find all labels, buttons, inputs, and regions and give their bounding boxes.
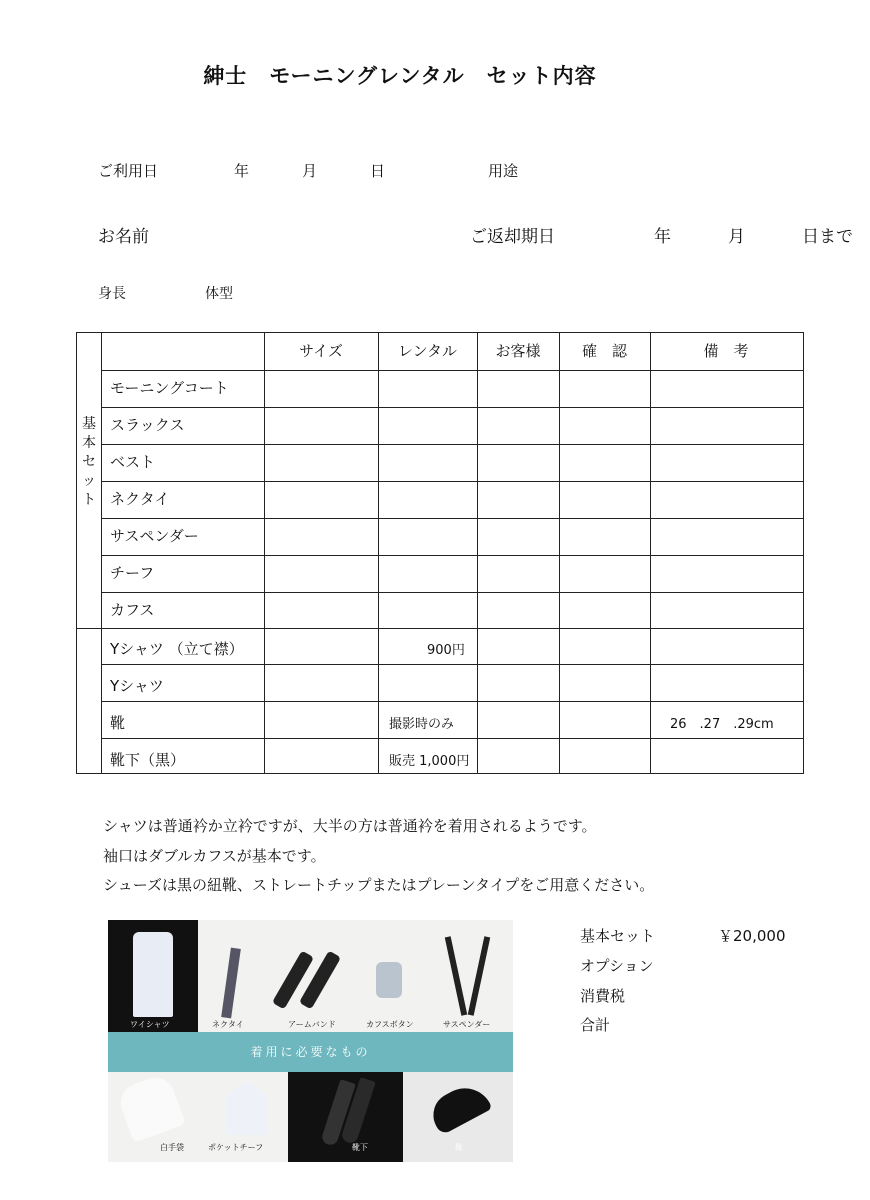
header-size: サイズ xyxy=(299,342,343,360)
return-month-label: 月 xyxy=(728,227,745,247)
item-suspenders: サスペンダー xyxy=(110,527,199,545)
item-shoes: 靴 xyxy=(110,714,126,732)
note-shoes: シューズは黒の紐靴、ストレートチップまたはプレーンタイプをご用意ください。 xyxy=(103,876,655,894)
rental-table xyxy=(76,332,804,774)
item-vest: ベスト xyxy=(110,453,156,471)
remarks-shoes: 26 .27 .29cm xyxy=(670,717,774,732)
basic-set-price: ￥20,000 xyxy=(718,927,786,945)
item-wing-collar-shirt: Yシャツ （立て襟） xyxy=(110,640,244,658)
item-socks: 靴下（黒） xyxy=(110,751,186,769)
body-type-label: 体型 xyxy=(205,286,233,302)
required-items-band: 着用に必要なもの xyxy=(108,1032,513,1072)
item-cuffs: カフス xyxy=(110,601,155,619)
return-date-label: ご返却期日 xyxy=(470,227,555,247)
page-title: 紳士 モーニングレンタル セット内容 xyxy=(203,64,597,88)
suspenders-icon xyxy=(445,936,468,1015)
header-rental: レンタル xyxy=(397,342,458,360)
use-date-label: ご利用日 xyxy=(98,162,159,180)
rental-socks: 販売 1,000円 xyxy=(389,754,470,769)
rental-shoes: 撮影時のみ xyxy=(389,717,455,732)
cufflinks-icon xyxy=(376,962,402,998)
necktie-icon xyxy=(221,948,241,1019)
return-until-label: 日まで xyxy=(802,227,853,247)
purpose-label: 用途 xyxy=(488,162,519,180)
year-label: 年 xyxy=(234,162,250,180)
note-cuffs: 袖口はダブルカフスが基本です。 xyxy=(103,847,326,865)
basic-set-price-label: 基本セット xyxy=(580,927,656,945)
option-price-label: オプション xyxy=(580,957,654,975)
item-morning-coat: モーニングコート xyxy=(110,379,229,397)
item-slacks: スラックス xyxy=(110,416,185,434)
header-confirm: 確 認 xyxy=(581,342,627,360)
header-customer: お客様 xyxy=(495,342,541,360)
tax-label: 消費税 xyxy=(580,987,626,1005)
total-label: 合計 xyxy=(580,1016,611,1034)
note-shirt: シャツは普通衿か立衿ですが、大半の方は普通衿を着用されるようです。 xyxy=(103,817,597,835)
shirt-icon xyxy=(133,932,173,1017)
pocket-chief-icon xyxy=(226,1080,268,1135)
height-label: 身長 xyxy=(98,286,126,302)
day-label: 日 xyxy=(370,162,386,180)
item-shirt: Yシャツ xyxy=(110,677,164,695)
name-label: お名前 xyxy=(98,227,149,247)
return-year-label: 年 xyxy=(654,227,671,247)
rental-wing-collar-shirt: 900円 xyxy=(427,643,465,658)
month-label: 月 xyxy=(302,162,318,180)
item-necktie: ネクタイ xyxy=(110,490,170,508)
gloves-icon xyxy=(115,1072,185,1142)
basic-set-label: 基 本 セ ッ ト xyxy=(82,416,96,508)
item-chief: チーフ xyxy=(110,564,155,582)
required-items-photo: ワイシャツ ネクタイ アームバンド カフスボタン サスペンダー 着用に必要なもの 白手袋 ポケットチーフ 靴下 靴 xyxy=(108,920,513,1162)
header-remarks: 備 考 xyxy=(703,342,749,360)
